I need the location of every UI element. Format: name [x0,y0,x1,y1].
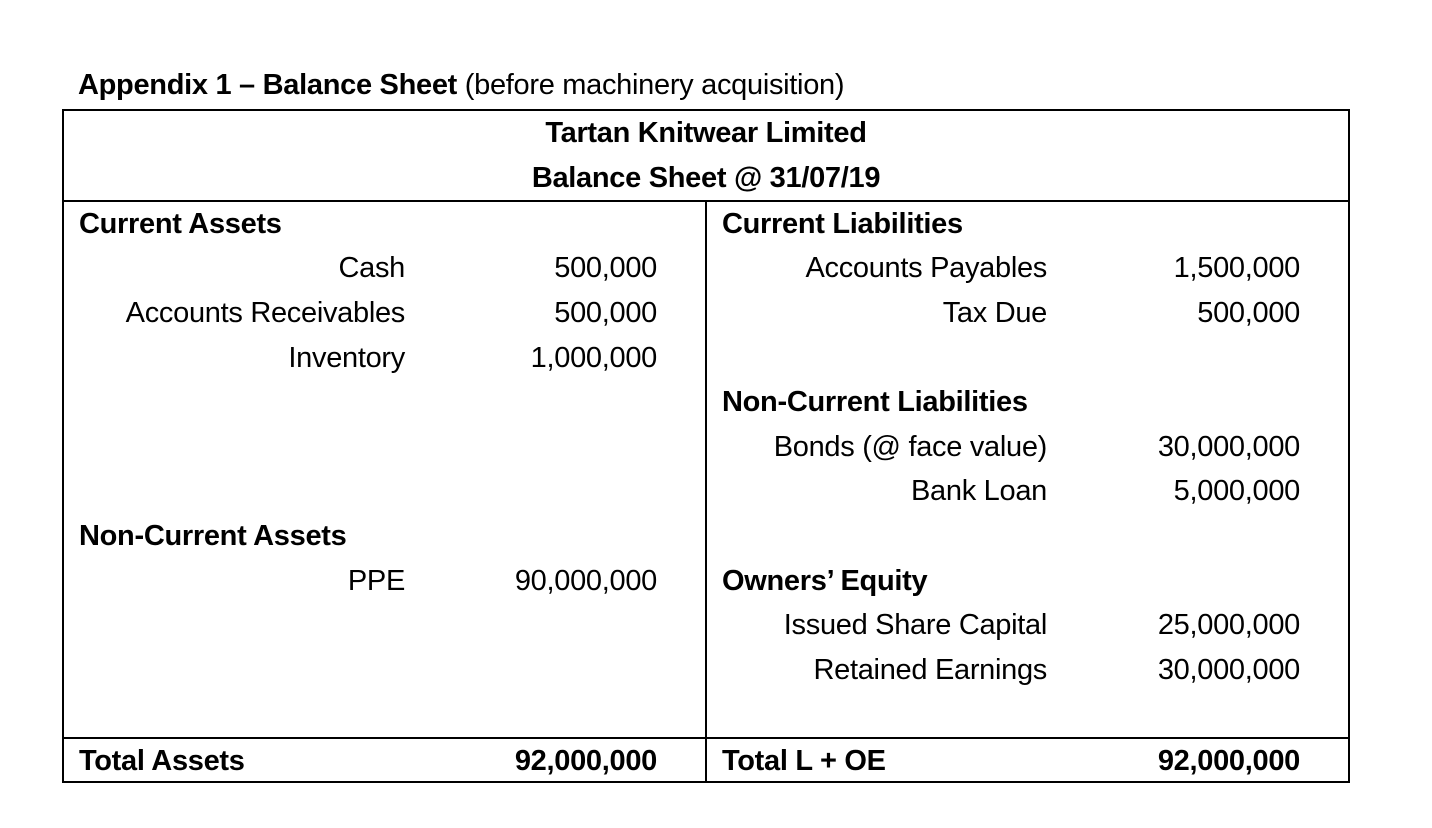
asset-label-ppe: PPE [347,565,405,597]
noncurrent-assets-title: Non-Current Assets [79,520,347,552]
totals-divider [64,737,1348,739]
heading-normal-text: (before machinery acquisition) [457,69,845,101]
asset-value-cash: 500,000 [554,252,657,284]
company-name: Tartan Knitwear Limited [545,117,867,149]
noncurrent-liabilities-title: Non-Current Liabilities [722,386,1028,418]
total-assets-label: Total Assets [79,745,245,777]
liability-label-payables: Accounts Payables [805,252,1047,284]
equity-value-share-capital: 25,000,000 [1157,609,1300,641]
liability-value-bonds: 30,000,000 [1157,431,1300,463]
total-l-oe-label: Total L + OE [722,745,886,777]
asset-label-inventory: Inventory [288,342,405,374]
equity-value-retained-earnings: 30,000,000 [1157,654,1300,686]
asset-label-receivables: Accounts Receivables [125,297,405,329]
asset-value-receivables: 500,000 [554,297,657,329]
sheet-subtitle: Balance Sheet @ 31/07/19 [531,162,881,194]
liability-value-tax-due: 500,000 [1197,297,1300,329]
current-assets-title: Current Assets [79,208,282,240]
equity-label-retained-earnings: Retained Earnings [813,654,1047,686]
total-l-oe-value: 92,000,000 [1157,745,1300,777]
balance-sheet-table [62,109,1350,783]
total-assets-value: 92,000,000 [514,745,657,777]
liability-label-tax-due: Tax Due [942,297,1047,329]
equity-label-share-capital: Issued Share Capital [783,609,1047,641]
liability-label-bonds: Bonds (@ face value) [773,431,1047,463]
liability-label-bank-loan: Bank Loan [911,475,1047,507]
asset-value-inventory: 1,000,000 [530,342,657,374]
owners-equity-title: Owners’ Equity [722,565,928,597]
asset-value-ppe: 90,000,000 [514,565,657,597]
heading-bold-text: Appendix 1 – Balance Sheet [78,69,457,101]
appendix-heading [78,66,844,104]
liability-value-bank-loan: 5,000,000 [1173,475,1300,507]
liability-value-payables: 1,500,000 [1173,252,1300,284]
current-liabilities-title: Current Liabilities [722,208,963,240]
asset-label-cash: Cash [338,252,405,284]
